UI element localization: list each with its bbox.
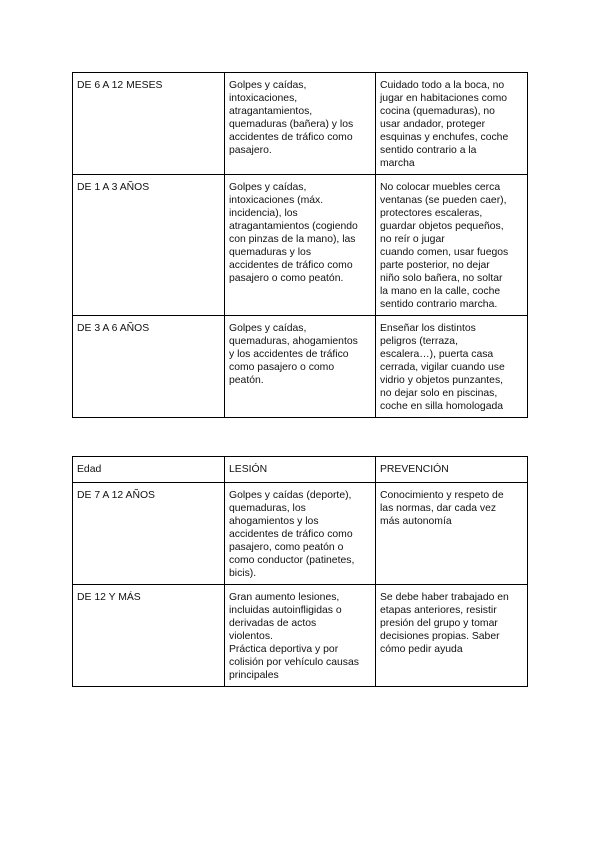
table-row [73,175,528,316]
header-cell-age [73,457,225,483]
header-injury-text: LESIÓN [229,464,268,475]
injury-cell [225,585,376,687]
prevention-cell [376,483,528,585]
table-row [73,73,528,175]
injury-text: Golpes y caídas, quemaduras, ahogamientos y los accidentes de tráfico como pasajero o como peatón. [229,323,358,386]
header-age-text: Edad [77,464,102,475]
age-text: DE 12 Y MÁS [77,592,141,603]
prevention-text: Conocimiento y respeto de las normas, dar cada vez más autonomía [380,490,504,527]
header-prevention-text: PREVENCIÓN [380,464,449,475]
prevention-cell [376,316,528,418]
injury-cell [225,316,376,418]
injury-text: Golpes y caídas, intoxicaciones, atragantamientos, quemaduras (bañera) y los accidentes de tráfico como pasajero. [229,80,354,156]
table-header-row [73,457,528,483]
age-cell [73,73,225,175]
prevention-text: Se debe haber trabajado en etapas anteriores, resistir presión del grupo y tomar decisiones propias. Saber cómo pedir ayuda [380,592,509,655]
injury-text: Golpes y caídas (deporte), quemaduras, los ahogamientos y los accidentes de tráfico como pasajero, como peatón o como conductor (patinetes, bicis). [229,490,355,579]
prevention-cell [376,585,528,687]
injury-cell [225,175,376,316]
age-text: DE 1 A 3 AÑOS [77,182,150,193]
injury-text: Golpes y caídas, intoxicaciones (máx. incidencia), los atragantamientos (cogiendo con pinzas de la mano), las quemaduras y los accidentes de tráfico como pasajero o como peatón. [229,182,358,284]
age-cell [73,316,225,418]
age-cell [73,175,225,316]
age-cell [73,585,225,687]
table-row [73,585,528,687]
table-row [73,316,528,418]
table-row [73,483,528,585]
prevention-text: Cuidado todo a la boca, no jugar en habitaciones como cocina (quemaduras), no usar andador, proteger esquinas y enchufes, coche sentido contrario a la marcha [380,80,509,169]
age-text: DE 7 A 12 AÑOS [77,490,155,501]
injury-prevention-table-2 [72,456,528,687]
prevention-text: Enseñar los distintos peligros (terraza, escalera…), puerta casa cerrada, vigilar cuando use vidrio y objetos punzantes, no dejar solo en piscinas, coche en silla homologada [380,323,505,412]
header-cell-injury [225,457,376,483]
age-text: DE 6 A 12 MESES [77,80,163,91]
age-cell [73,483,225,585]
injury-cell [225,73,376,175]
injury-cell [225,483,376,585]
injury-prevention-table-1 [72,72,528,418]
prevention-cell [376,73,528,175]
header-cell-prevention [376,457,528,483]
prevention-text: No colocar muebles cerca ventanas (se pueden caer), protectores escaleras, guardar objetos pequeños, no reír o jugar cuando comen, usar fuegos parte posterior, no dejar niño solo bañera, no soltar la mano en la calle, coche sentido contrario marcha. [380,182,509,310]
prevention-cell [376,175,528,316]
age-text: DE 3 A 6 AÑOS [77,323,150,334]
injury-text: Gran aumento lesiones, incluidas autoinfligidas o derivadas de actos violentos. Práctica deportiva y por colisión por vehículo causas principales [229,592,359,681]
